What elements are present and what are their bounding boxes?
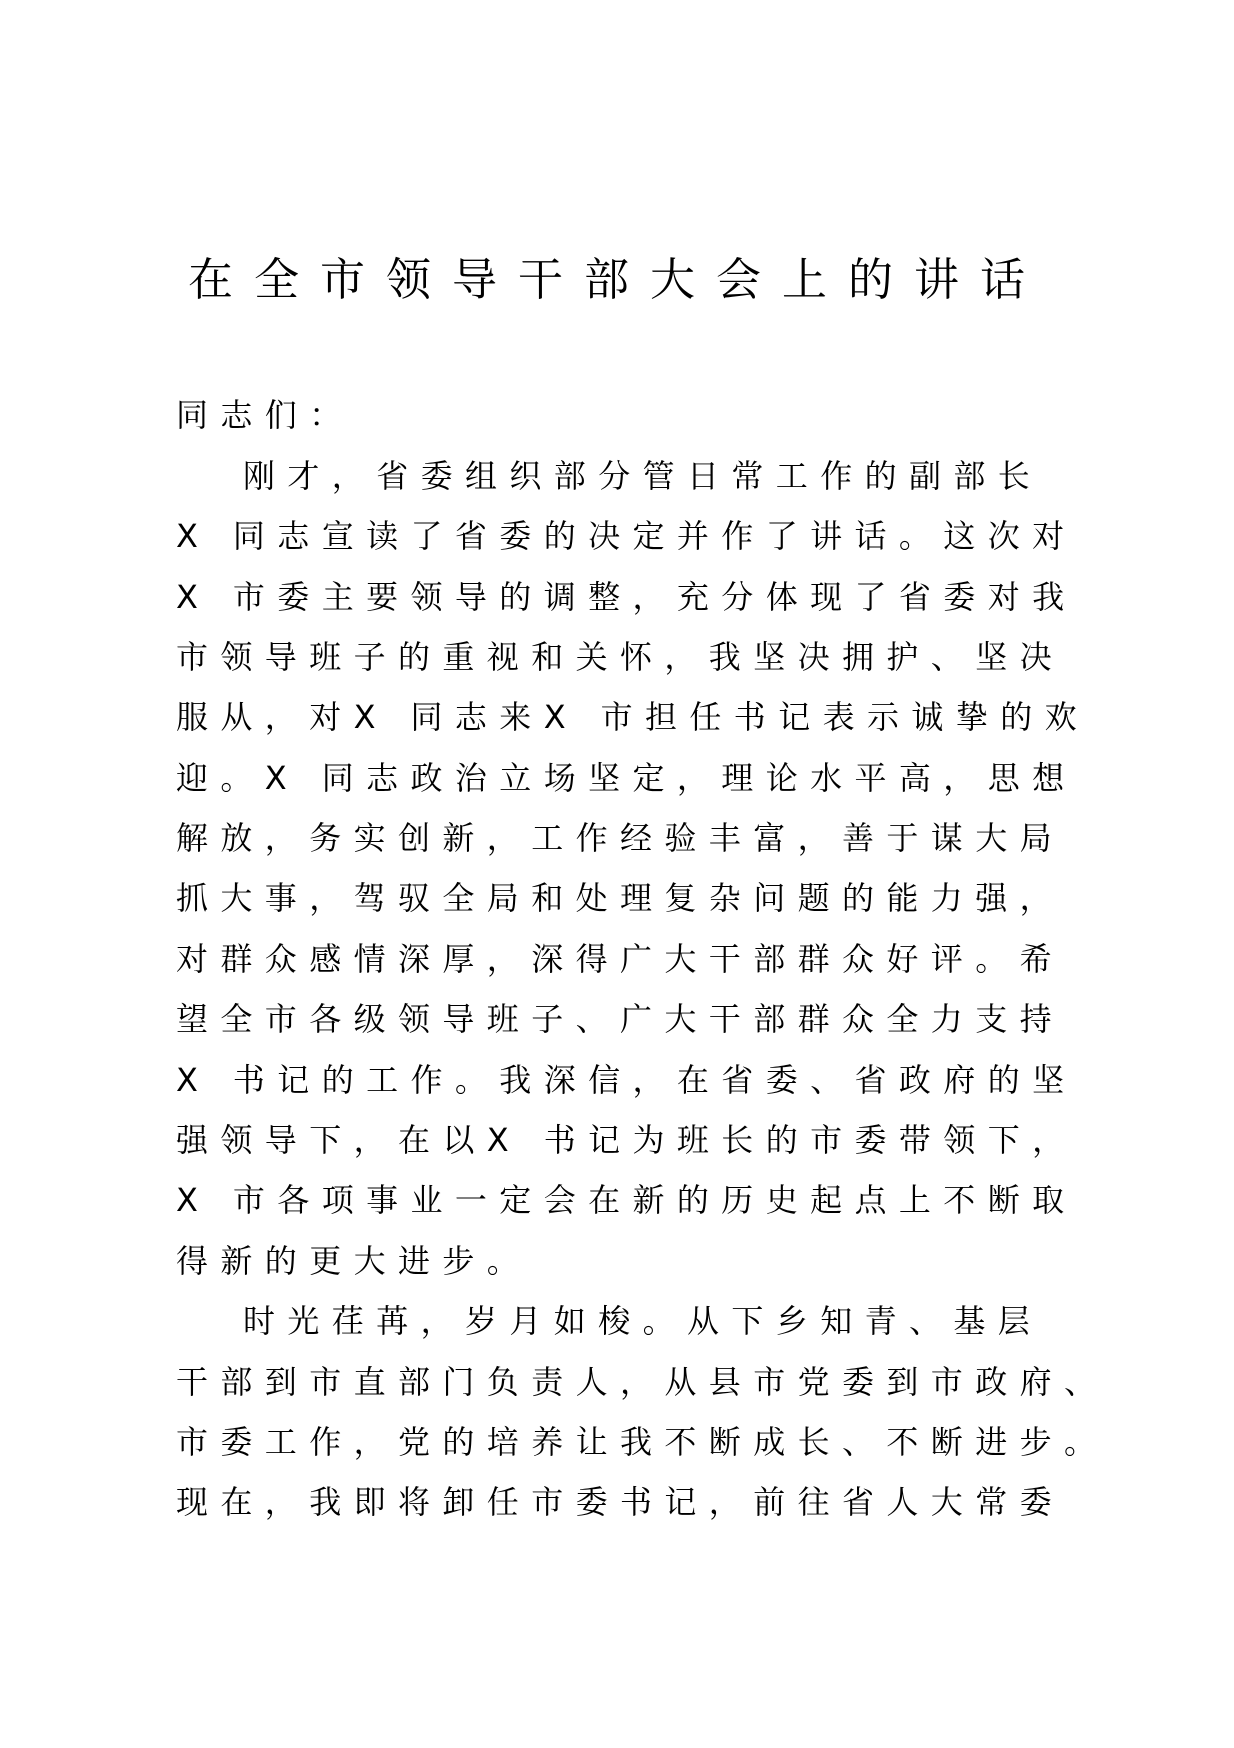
text-line: X 市各项事业一定会在新的历史起点上不断取	[176, 1181, 1077, 1219]
text-line: 望全市各级领导班子、广大干部群众全力支持	[176, 1000, 1065, 1038]
text-line: 得新的更大进步。	[176, 1242, 532, 1280]
text-line: X 同志宣读了省委的决定并作了讲话。这次对	[176, 517, 1077, 555]
text-line: 市委工作，党的培养让我不断成长、不断进步。	[176, 1423, 1109, 1461]
text-line: 干部到市直部门负责人，从县市党委到市政府、	[176, 1363, 1109, 1401]
text-line: 强领导下，在以X 书记为班长的市委带领下，	[176, 1121, 1077, 1159]
text-line: 解放，务实创新，工作经验丰富，善于谋大局	[176, 819, 1065, 857]
text-line: 刚才，省委组织部分管日常工作的副部长	[243, 457, 1043, 495]
text-line: 对群众感情深厚，深得广大干部群众好评。希	[176, 940, 1065, 978]
text-line: 时光荏苒，岁月如梭。从下乡知青、基层	[243, 1302, 1043, 1340]
text-line: 迎。X 同志政治立场坚定，理论水平高，思想	[176, 759, 1077, 797]
text-line: 市领导班子的重视和关怀，我坚决拥护、坚决	[176, 638, 1065, 676]
document-title: 在全市领导干部大会上的讲话	[187, 253, 1046, 306]
salutation: 同志们：	[176, 396, 354, 434]
text-line: X 市委主要领导的调整，充分体现了省委对我	[176, 578, 1077, 616]
text-line: 现在，我即将卸任市委书记，前往省人大常委	[176, 1483, 1065, 1521]
text-line: 抓大事，驾驭全局和处理复杂问题的能力强，	[176, 879, 1065, 917]
text-line: 服从，对X 同志来X 市担任书记表示诚挚的欢	[176, 698, 1089, 736]
text-line: X 书记的工作。我深信，在省委、省政府的坚	[176, 1061, 1077, 1099]
